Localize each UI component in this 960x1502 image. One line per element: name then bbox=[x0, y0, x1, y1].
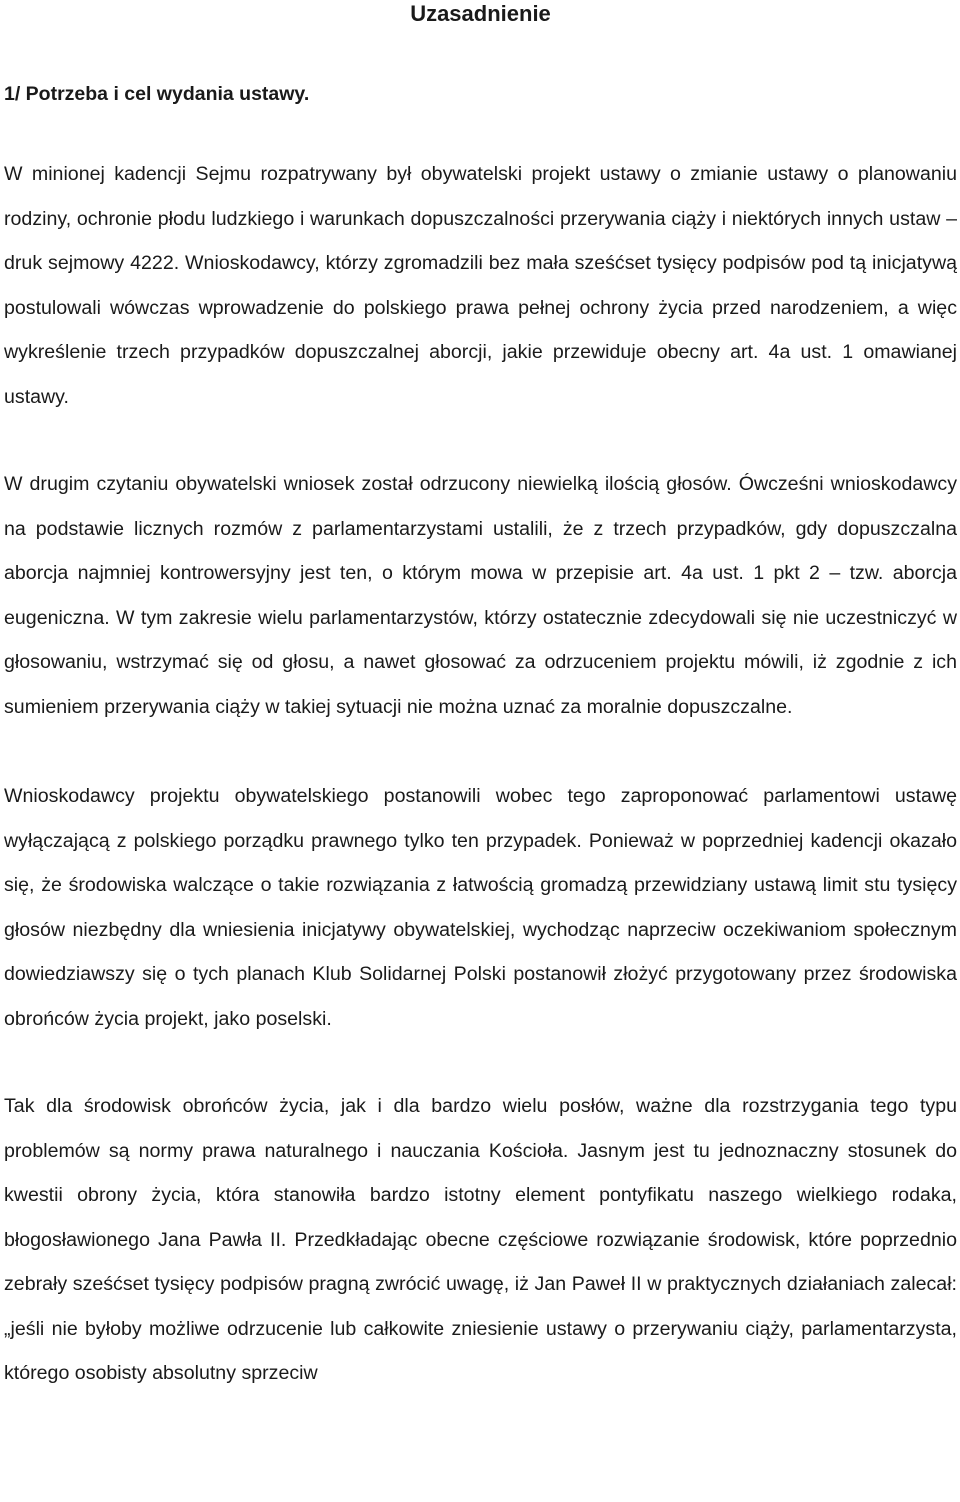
paragraph-1: W minionej kadencji Sejmu rozpatrywany był obywatelski projekt ustawy o zmianie ustawy o planowaniu rodziny, ochronie płodu ludzkiego i warunkach dopuszczalności przerywania ciąży i niektórych innych ustaw – druk sejmowy 4222. Wnioskodawcy, którzy zgromadzili bez mała sześćset tysięcy podpisów pod tą inicjatywą postulowali wówczas wprowadzenie do polskiego prawa pełnej ochrony życia przed narodzeniem, a więc wykreślenie trzech przypadków dopuszczalnej aborcji, jakie przewiduje obecny art. 4a ust. 1 omawianej ustawy. bbox=[4, 163, 957, 408]
document-title: Uzasadnienie bbox=[410, 1, 551, 26]
section-heading: 1/ Potrzeba i cel wydania ustawy. bbox=[4, 83, 310, 105]
paragraph-2: W drugim czytaniu obywatelski wniosek został odrzucony niewielką ilością głosów. Ówcześni wnioskodawcy na podstawie licznych rozmów z parlamentarzystami ustalili, że z trzech przypadków, gdy dopuszczalna aborcja najmniej kontrowersyjny jest ten, o którym mowa w przepisie art. 4a ust. 1 pkt 2 – tzw. aborcja eugeniczna. W tym zakresie wielu parlamentarzystów, którzy ostatecznie zdecydowali się nie uczestniczyć w głosowaniu, wstrzymać się od głosu, a nawet głosować za odrzuceniem projektu mówili, iż zgodnie z ich sumieniem przerywania ciąży w takiej sytuacji nie można uznać za moralnie dopuszczalne. bbox=[4, 473, 957, 718]
paragraph-4: Tak dla środowisk obrońców życia, jak i dla bardzo wielu posłów, ważne dla rozstrzygania tego typu problemów są normy prawa naturalnego i nauczania Kościoła. Jasnym jest tu jednoznaczny stosunek do kwestii obrony życia, która stanowiła bardzo istotny element pontyfikatu naszego wielkiego rodaka, błogosławionego Jana Pawła II. Przedkładając obecne częściowe rozwiązanie środowisk, które poprzednio zebrały sześćset tysięcy podpisów pragną zwrócić uwagę, iż Jan Paweł II w praktycznych działaniach zalecał: „jeśli nie byłoby możliwe odrzucenie lub całkowite zniesienie ustawy o przerywaniu ciąży, parlamentarzysta, którego osobisty absolutny sprzeciw bbox=[4, 1095, 957, 1384]
paragraph-3: Wnioskodawcy projektu obywatelskiego postanowili wobec tego zaproponować parlamentowi ustawę wyłączającą z polskiego porządku prawnego tylko ten przypadek. Ponieważ w poprzedniej kadencji okazało się, że środowiska walczące o takie rozwiązania z łatwością gromadzą przewidziany ustawą limit stu tysięcy głosów niezbędny dla wniesienia inicjatywy obywatelskiej, wychodząc naprzeciw oczekiwaniom społecznym dowiedziawszy się o tych planach Klub Solidarnej Polski postanowił złożyć przygotowany przez środowiska obrońców życia projekt, jako poselski. bbox=[4, 785, 957, 1030]
